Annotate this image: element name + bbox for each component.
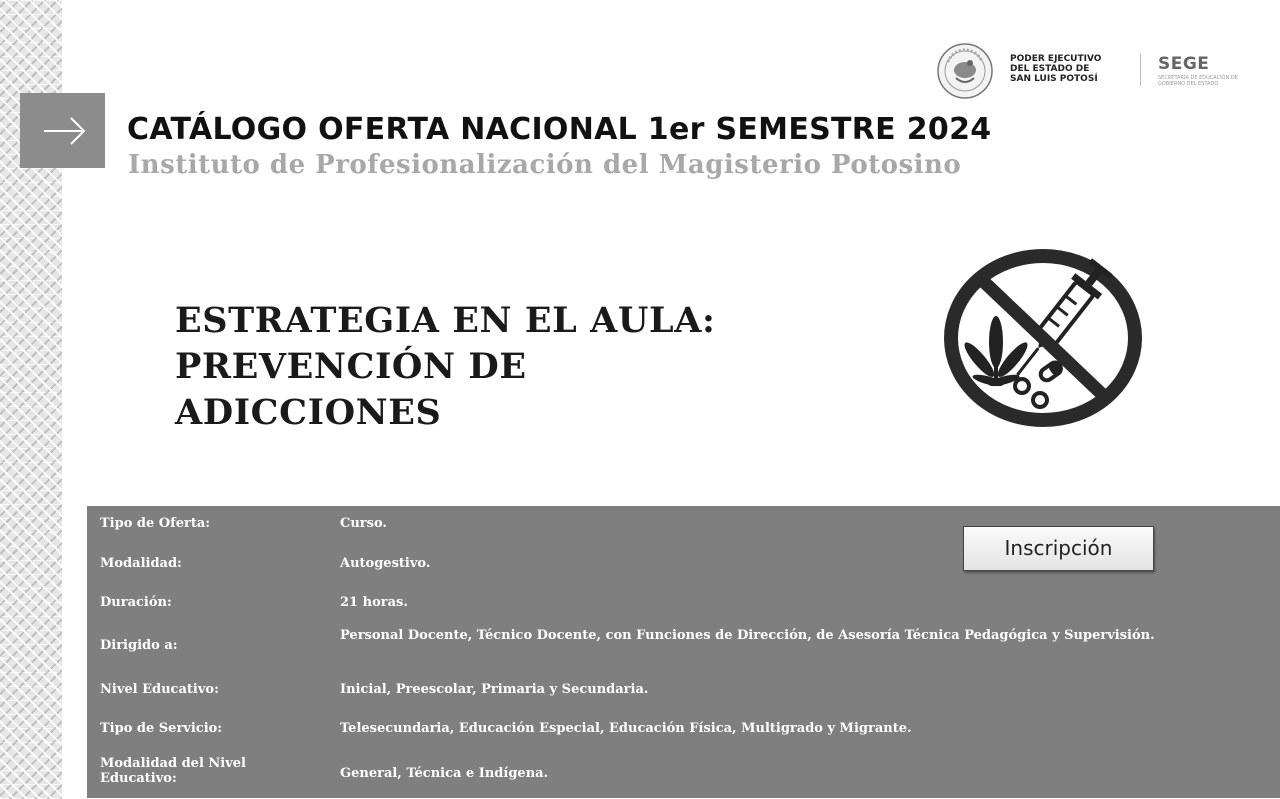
detail-label: Dirigido a: (100, 638, 178, 653)
detail-value: Telesecundaria, Educación Especial, Educación Física, Multigrado y Migrante. (340, 721, 912, 736)
logo-divider (1140, 54, 1141, 86)
inscripcion-button[interactable]: Inscripción (963, 526, 1154, 571)
detail-label: Modalidad del Nivel Educativo: (100, 756, 246, 786)
no-drugs-icon (938, 246, 1148, 432)
detail-label: Modalidad: (100, 556, 182, 571)
detail-value: Personal Docente, Técnico Docente, con Funciones de Dirección, de Asesoría Técnica Pedagógica y Supervisión. (340, 628, 1155, 643)
arrow-right-icon (20, 93, 105, 168)
detail-value: Curso. (340, 516, 387, 531)
poder-line-2: DEL ESTADO DE (1010, 64, 1090, 74)
sege-subtext: SECRETARÍA DE EDUCACIÓN DE GOBIERNO DEL ESTADO (1158, 75, 1238, 87)
poder-line-1: PODER EJECUTIVO (1010, 54, 1102, 64)
page-subtitle: Instituto de Profesionalización del Magisterio Potosino (128, 150, 962, 180)
course-title-line-2: PREVENCIÓN DE (175, 346, 527, 387)
detail-value: Inicial, Preescolar, Primaria y Secundaria. (340, 682, 649, 697)
detail-label: Duración: (100, 595, 172, 610)
mexico-seal-icon (936, 42, 994, 100)
page-title: CATÁLOGO OFERTA NACIONAL 1er SEMESTRE 2024 (127, 112, 992, 147)
poder-line-3: SAN LUIS POTOSÍ (1010, 74, 1098, 84)
detail-value: General, Técnica e Indígena. (340, 766, 549, 781)
government-logo (936, 42, 1256, 100)
detail-label: Tipo de Servicio: (100, 721, 223, 736)
detail-value: 21 horas. (340, 595, 408, 610)
sege-logo-text: SEGE (1158, 54, 1210, 74)
course-title (175, 298, 716, 436)
arrow-box (20, 93, 105, 168)
detail-label: Nivel Educativo: (100, 682, 219, 697)
course-title-line-1: ESTRATEGIA EN EL AULA: (175, 300, 716, 341)
poder-ejecutivo-text (1010, 54, 1130, 84)
detail-label: Tipo de Oferta: (100, 516, 211, 531)
course-title-line-3: ADICCIONES (175, 392, 442, 433)
detail-value: Autogestivo. (340, 556, 431, 571)
